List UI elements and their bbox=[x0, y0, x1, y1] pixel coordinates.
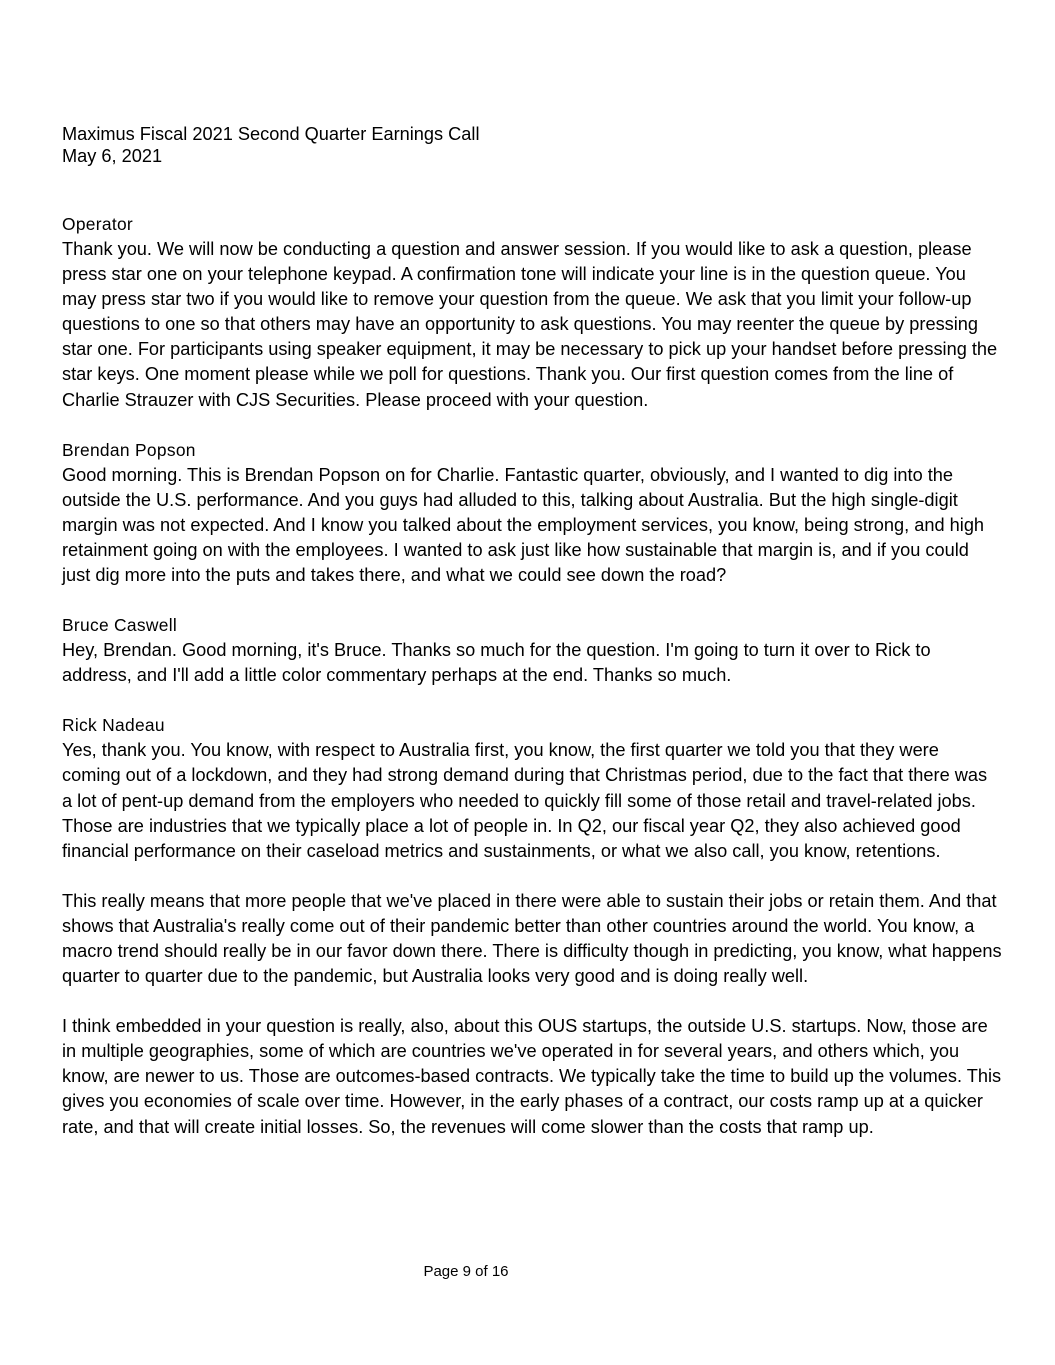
speaker-name: Operator bbox=[62, 214, 134, 234]
speech-paragraph: Thank you. We will now be conducting a question and answer session. If you would like to ask a question, please press star one on your telephone keypad. A confirmation tone will indicate your line is in the question queue. You may press star two if you would like to remove your question from the queue. We ask that you limit your follow-up questions to one so that others may have an opportunity to ask questions. You may reenter the queue by pressing star one. For participants using speaker equipment, it may be necessary to pick up your handset before pressing the star keys. One moment please while we poll for questions. Thank you. Our first question comes from the line of Charlie Strauzer with CJS Securities. Please proceed with your question. bbox=[62, 239, 998, 410]
speaker-turn-operator bbox=[62, 212, 1002, 413]
speaker-turn-rick-nadeau bbox=[62, 713, 1002, 1139]
speech-paragraph: Yes, thank you. You know, with respect to Australia first, you know, the first quarter we told you that they were coming out of a lockdown, and they had strong demand during that Christmas period, due to the fact that there was a lot of pent-up demand from the employers who needed to quickly fill some of those retail and travel-related jobs. Those are industries that we typically place a lot of people in. In Q2, our fiscal year Q2, they also achieved good financial performance on their caseload metrics and sustainments, or what we also call, you know, retentions. bbox=[62, 740, 988, 861]
transcript-body bbox=[62, 212, 1002, 1140]
speech-paragraph: I think embedded in your question is really, also, about this OUS startups, the outside U.S. startups. Now, those are in multiple geographies, some of which are countries we've operated in for several years, and others which, you know, are newer to us. Those are outcomes-based contracts. We typically take the time to build up the volumes. This gives you economies of scale over time. However, in the early phases of a contract, our costs ramp up at a quicker rate, and that will create initial losses. So, the revenues will come slower than the costs that ramp up. bbox=[62, 1016, 1002, 1137]
document-title: Maximus Fiscal 2021 Second Quarter Earnings Call bbox=[62, 124, 480, 144]
transcript-page bbox=[62, 123, 1002, 1140]
speech-paragraph: This really means that more people that we've placed in there were able to sustain their jobs or retain them. And that shows that Australia's really come out of their pandemic better than other countries around the world. You know, a macro trend should really be in our favor down there. There is difficulty though in predicting, you know, what happens quarter to quarter due to the pandemic, but Australia looks very good and is doing really well. bbox=[62, 890, 1002, 987]
speaker-name: Brendan Popson bbox=[62, 439, 196, 460]
speaker-name: Bruce Caswell bbox=[62, 615, 178, 636]
page-number: Page 9 of 16 bbox=[423, 1263, 509, 1280]
speech-paragraph: Good morning. This is Brendan Popson on for Charlie. Fantastic quarter, obviously, and I wanted to dig into the outside the U.S. performance. And you guys had alluded to this, talking about Australia. But the high single-digit margin was not expected. And I know you talked about the employment services, you know, being strong, and high retainment going on with the employees. I wanted to ask just like how sustainable that margin is, and if you could just dig more into the puts and takes there, and what we could see down the road? bbox=[62, 464, 985, 586]
speaker-name: Rick Nadeau bbox=[62, 715, 165, 736]
speaker-turn-brendan-popson bbox=[62, 438, 1002, 588]
document-date: May 6, 2021 bbox=[62, 146, 163, 166]
speaker-turn-bruce-caswell bbox=[62, 613, 1002, 688]
speech-paragraph: Hey, Brendan. Good morning, it's Bruce. Thanks so much for the question. I'm going to turn it over to Rick to address, and I'll add a little color commentary perhaps at the end. Thanks so much. bbox=[62, 640, 931, 686]
